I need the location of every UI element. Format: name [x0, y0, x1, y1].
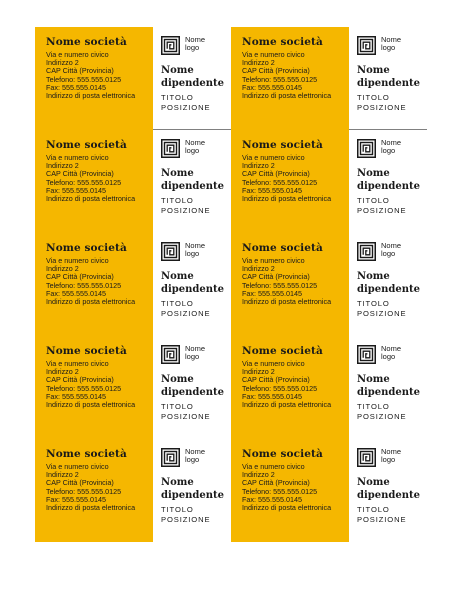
company-name: Nome società: [46, 36, 127, 48]
street-address: Via e numero civico: [242, 256, 305, 265]
logo-name: Nome logo: [185, 35, 206, 53]
address-block: [242, 360, 349, 409]
phone-number: Telefono: 555.555.0125: [46, 177, 122, 187]
position-title: TITOLO POSIZIONE: [357, 93, 407, 112]
city-postcode: CAP Città (Provincia): [46, 478, 114, 488]
city-postcode: CAP Città (Provincia): [46, 66, 114, 76]
square-maze-logo-icon: [357, 36, 376, 55]
fax-number: Fax: 555.555.0145: [242, 494, 302, 504]
address-block: [46, 463, 153, 512]
email-address: Indirizzo di posta elettronica: [46, 400, 136, 410]
address-block: [242, 51, 349, 100]
square-maze-logo-icon: [161, 448, 180, 467]
business-card-sheet: [35, 27, 427, 541]
street-address: Via e numero civico: [46, 462, 109, 471]
square-maze-logo-icon: [357, 242, 376, 261]
address-line-2: Indirizzo 2: [242, 367, 275, 377]
company-name: Nome società: [242, 242, 323, 254]
address-line-2: Indirizzo 2: [46, 264, 79, 274]
business-card: [35, 27, 231, 130]
email-address: Indirizzo di posta elettronica: [242, 503, 332, 513]
logo-name: Nome logo: [381, 35, 402, 53]
company-name: Nome società: [46, 345, 127, 357]
phone-number: Telefono: 555.555.0125: [46, 486, 122, 496]
logo-name: Nome logo: [381, 241, 402, 259]
logo-row: [357, 448, 427, 467]
city-postcode: CAP Città (Provincia): [242, 272, 310, 282]
position-title: TITOLO POSIZIONE: [161, 402, 211, 421]
card-identity-panel: [349, 233, 427, 336]
position-title: TITOLO POSIZIONE: [161, 196, 211, 215]
phone-number: Telefono: 555.555.0125: [242, 280, 318, 290]
fax-number: Fax: 555.555.0145: [46, 82, 106, 92]
business-card: [231, 130, 427, 233]
employee-name: Nome dipendente: [161, 477, 225, 501]
business-card: [231, 27, 427, 130]
phone-number: Telefono: 555.555.0125: [46, 74, 122, 84]
phone-number: Telefono: 555.555.0125: [242, 383, 318, 393]
logo-name: Nome logo: [185, 447, 206, 465]
city-postcode: CAP Città (Provincia): [46, 272, 114, 282]
fax-number: Fax: 555.555.0145: [46, 185, 106, 195]
logo-row: [161, 139, 231, 158]
card-identity-panel: [153, 27, 231, 130]
address-block: [46, 257, 153, 306]
square-maze-logo-icon: [357, 345, 376, 364]
square-maze-logo-icon: [161, 242, 180, 261]
email-address: Indirizzo di posta elettronica: [242, 297, 332, 307]
email-address: Indirizzo di posta elettronica: [242, 91, 332, 101]
phone-number: Telefono: 555.555.0125: [46, 383, 122, 393]
street-address: Via e numero civico: [46, 153, 109, 162]
address-line-2: Indirizzo 2: [46, 470, 79, 480]
logo-row: [357, 242, 427, 261]
address-block: [242, 154, 349, 203]
phone-number: Telefono: 555.555.0125: [46, 280, 122, 290]
logo-name: Nome logo: [185, 344, 206, 362]
logo-row: [161, 448, 231, 467]
position-title: TITOLO POSIZIONE: [161, 93, 211, 112]
address-block: [46, 154, 153, 203]
address-line-2: Indirizzo 2: [46, 161, 79, 171]
card-identity-panel: [349, 27, 427, 130]
card-contact-panel: [231, 233, 349, 336]
address-line-2: Indirizzo 2: [46, 58, 79, 68]
address-block: [242, 257, 349, 306]
address-line-2: Indirizzo 2: [242, 161, 275, 171]
fax-number: Fax: 555.555.0145: [46, 494, 106, 504]
business-card: [35, 233, 231, 336]
company-name: Nome società: [242, 448, 323, 460]
card-identity-panel: [349, 336, 427, 439]
street-address: Via e numero civico: [242, 359, 305, 368]
square-maze-logo-icon: [161, 139, 180, 158]
logo-name: Nome logo: [381, 344, 402, 362]
employee-name: Nome dipendente: [357, 477, 421, 501]
address-line-2: Indirizzo 2: [46, 367, 79, 377]
logo-name: Nome logo: [381, 447, 402, 465]
company-name: Nome società: [46, 242, 127, 254]
business-card: [35, 336, 231, 439]
email-address: Indirizzo di posta elettronica: [242, 400, 332, 410]
city-postcode: CAP Città (Provincia): [242, 375, 310, 385]
address-block: [46, 51, 153, 100]
card-contact-panel: [35, 130, 153, 233]
logo-row: [161, 36, 231, 55]
position-title: TITOLO POSIZIONE: [357, 299, 407, 318]
city-postcode: CAP Città (Provincia): [242, 66, 310, 76]
position-title: TITOLO POSIZIONE: [161, 299, 211, 318]
city-postcode: CAP Città (Provincia): [46, 375, 114, 385]
logo-row: [161, 345, 231, 364]
phone-number: Telefono: 555.555.0125: [242, 177, 318, 187]
employee-name: Nome dipendente: [357, 374, 421, 398]
position-title: TITOLO POSIZIONE: [357, 505, 407, 524]
company-name: Nome società: [242, 139, 323, 151]
square-maze-logo-icon: [357, 139, 376, 158]
employee-name: Nome dipendente: [161, 65, 225, 89]
card-contact-panel: [35, 233, 153, 336]
fax-number: Fax: 555.555.0145: [242, 82, 302, 92]
employee-name: Nome dipendente: [161, 271, 225, 295]
employee-name: Nome dipendente: [357, 65, 421, 89]
company-name: Nome società: [46, 139, 127, 151]
company-name: Nome società: [242, 36, 323, 48]
logo-name: Nome logo: [381, 138, 402, 156]
address-line-2: Indirizzo 2: [242, 470, 275, 480]
square-maze-logo-icon: [161, 345, 180, 364]
card-identity-panel: [153, 439, 231, 542]
card-contact-panel: [231, 336, 349, 439]
business-card: [35, 439, 231, 542]
street-address: Via e numero civico: [242, 50, 305, 59]
card-identity-panel: [153, 233, 231, 336]
logo-row: [161, 242, 231, 261]
logo-name: Nome logo: [185, 241, 206, 259]
email-address: Indirizzo di posta elettronica: [242, 194, 332, 204]
card-identity-panel: [153, 336, 231, 439]
street-address: Via e numero civico: [242, 462, 305, 471]
city-postcode: CAP Città (Provincia): [46, 169, 114, 179]
card-contact-panel: [231, 439, 349, 542]
card-contact-panel: [231, 27, 349, 130]
street-address: Via e numero civico: [242, 153, 305, 162]
square-maze-logo-icon: [161, 36, 180, 55]
employee-name: Nome dipendente: [161, 168, 225, 192]
address-line-2: Indirizzo 2: [242, 58, 275, 68]
logo-row: [357, 36, 427, 55]
email-address: Indirizzo di posta elettronica: [46, 503, 136, 513]
company-name: Nome società: [242, 345, 323, 357]
fax-number: Fax: 555.555.0145: [46, 288, 106, 298]
email-address: Indirizzo di posta elettronica: [46, 91, 136, 101]
city-postcode: CAP Città (Provincia): [242, 169, 310, 179]
position-title: TITOLO POSIZIONE: [357, 196, 407, 215]
address-block: [242, 463, 349, 512]
position-title: TITOLO POSIZIONE: [161, 505, 211, 524]
business-card: [231, 439, 427, 542]
logo-name: Nome logo: [185, 138, 206, 156]
card-contact-panel: [35, 27, 153, 130]
business-card: [231, 233, 427, 336]
position-title: TITOLO POSIZIONE: [357, 402, 407, 421]
address-block: [46, 360, 153, 409]
logo-row: [357, 139, 427, 158]
card-identity-panel: [349, 439, 427, 542]
business-card: [231, 336, 427, 439]
employee-name: Nome dipendente: [357, 168, 421, 192]
fax-number: Fax: 555.555.0145: [242, 391, 302, 401]
street-address: Via e numero civico: [46, 256, 109, 265]
fax-number: Fax: 555.555.0145: [242, 288, 302, 298]
card-contact-panel: [35, 336, 153, 439]
address-line-2: Indirizzo 2: [242, 264, 275, 274]
card-identity-panel: [153, 130, 231, 233]
email-address: Indirizzo di posta elettronica: [46, 297, 136, 307]
business-card: [35, 130, 231, 233]
city-postcode: CAP Città (Provincia): [242, 478, 310, 488]
street-address: Via e numero civico: [46, 359, 109, 368]
employee-name: Nome dipendente: [357, 271, 421, 295]
square-maze-logo-icon: [357, 448, 376, 467]
card-contact-panel: [231, 130, 349, 233]
fax-number: Fax: 555.555.0145: [46, 391, 106, 401]
fax-number: Fax: 555.555.0145: [242, 185, 302, 195]
logo-row: [357, 345, 427, 364]
phone-number: Telefono: 555.555.0125: [242, 74, 318, 84]
email-address: Indirizzo di posta elettronica: [46, 194, 136, 204]
employee-name: Nome dipendente: [161, 374, 225, 398]
phone-number: Telefono: 555.555.0125: [242, 486, 318, 496]
card-identity-panel: [349, 130, 427, 233]
street-address: Via e numero civico: [46, 50, 109, 59]
card-contact-panel: [35, 439, 153, 542]
company-name: Nome società: [46, 448, 127, 460]
